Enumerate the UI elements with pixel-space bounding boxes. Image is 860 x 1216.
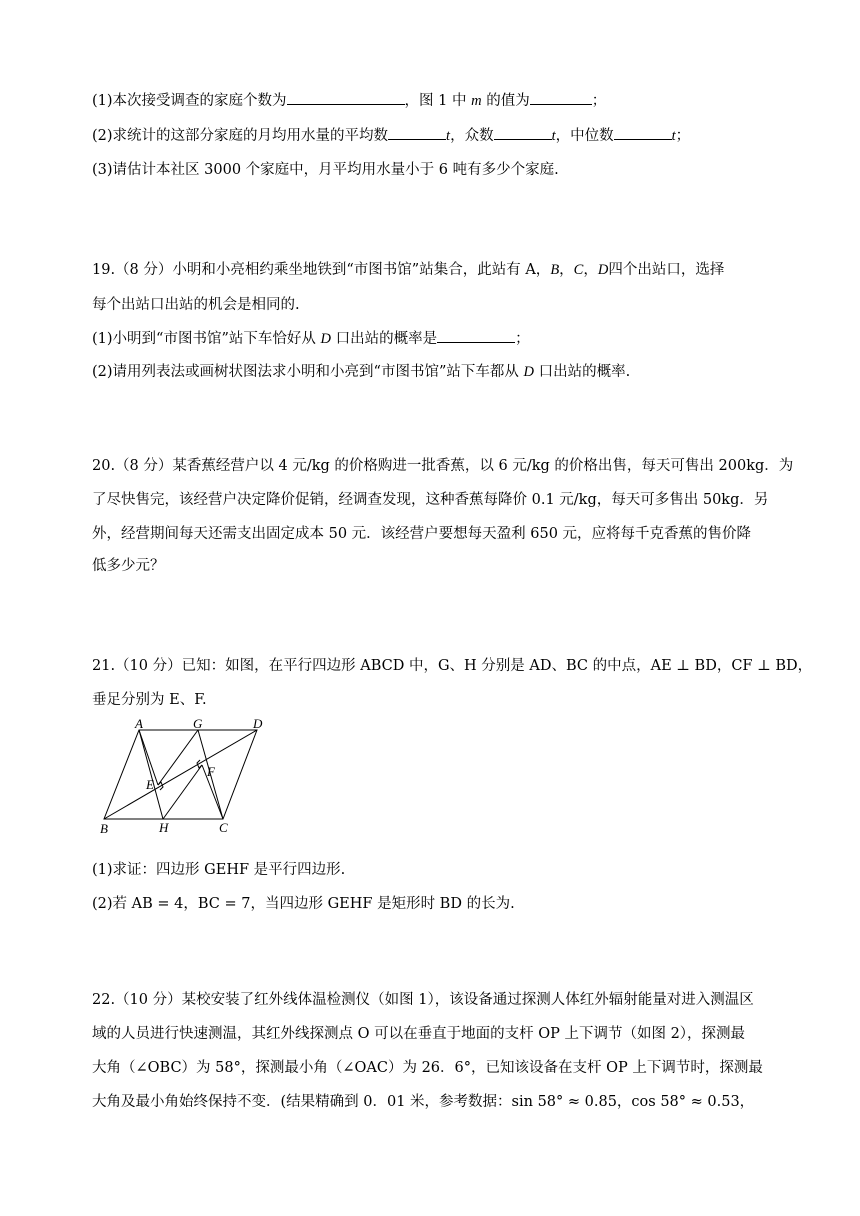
q19-text2: 四个出站口，选择 [608,262,725,278]
label-g: G [193,718,203,731]
q20-line3: 外，经营期间每天还需支出固定成本 50 元．该经营户要想每天盈利 650 元，应将每千克香蕉的售价降 [92,526,752,542]
q18-part1 [92,90,606,111]
q19-line2: 每个出站口出站的机会是相同的. [92,297,300,313]
label-h: H [159,820,169,835]
q18-p2-text4: ； [675,128,691,144]
q19-p1-text3: ； [515,331,530,347]
q19-p1-text: (1)小明到“市图书馆”站下车恰好从 [92,331,321,347]
unit: t [446,128,451,144]
q22-line3: 大角（∠OBC）为 58°，探测最小角（∠OAC）为 26．6°，已知该设备在支杆 OP 上下调节时，探测最 [92,1060,763,1076]
q19-p2-text: (2)请用列表法或画树状图法求小明和小亮到“市图书馆”站下车都从 [92,364,524,380]
answer-blank[interactable] [437,328,515,343]
q18-p1-text: (1)本次接受调查的家庭个数为 [92,93,287,109]
q18-p1-text2: ，图 1 中 [404,93,472,109]
label-a: A [135,718,143,731]
exit-label: D [597,262,609,278]
q19-line1: 19.（8 分）小明和小亮相约乘坐地铁到“市图书馆”站集合，此站有 A，B，C，D四个出站口，选择 [92,262,725,278]
q18-part2 [92,125,690,146]
unit: t [671,128,676,144]
q18-p2-text: (2)求统计的这部分家庭的月均用水量的平均数 [92,128,389,144]
answer-blank[interactable] [388,125,446,140]
q18-part3: (3)请估计本社区 3000 个家庭中，月平均用水量小于 6 吨有多少个家庭. [92,162,559,178]
parallelogram-figure [96,718,276,838]
q20-line1: 20.（8 分）某香蕉经营户以 4 元/kg 的价格购进一批香蕉，以 6 元/kg 的价格出售，每天可售出 200kg．为 [92,458,794,474]
answer-blank[interactable] [530,90,592,105]
q21-line2: 垂足分别为 E、F. [92,692,207,708]
q20-line4: 低多少元？ [92,558,165,574]
label-f: F [207,764,215,779]
answer-blank[interactable] [287,90,405,105]
q21-line1: 21.（10 分）已知：如图，在平行四边形 ABCD 中，G、H 分别是 AD、BC 的中点，AE ⊥ BD，CF ⊥ BD， [92,658,813,674]
segment-ha [139,730,163,819]
exit-label: D [523,364,534,380]
q22-line4: 大角及最小角始终保持不变．(结果精确到 0．01 米，参考数据：sin 58° ≈ 0.85，cos 58° ≈ 0.53， [92,1094,755,1110]
exit-label: B [550,262,560,278]
q21-part2: (2)若 AB = 4，BC = 7，当四边形 GEHF 是矩形时 BD 的长为. [92,896,515,912]
unit: t [551,128,556,144]
q22-line1: 22.（10 分）某校安装了红外线体温检测仪（如图 1），该设备通过探测人体红外辐射能量对进入测温区 [92,992,754,1008]
q19-text: 19.（8 分）小明和小亮相约乘坐地铁到“市图书馆”站集合，此站有 A， [92,262,551,278]
exit-label: C [573,262,584,278]
q19-p1-text2: 口出站的概率是 [330,331,438,347]
label-e: E [146,777,154,792]
q20-line2: 了尽快售完，该经营户决定降价促销，经调查发现，这种香蕉每降价 0.1 元/kg，每天可多售出 50kg．另 [92,492,769,508]
segment-ge [158,730,198,785]
label-b: B [100,821,108,836]
q18-p1-text3: 的值为 [481,93,530,109]
q18-p2-text3: ，中位数 [555,128,614,144]
exit-label: D [320,331,331,347]
label-d: D [253,718,263,731]
q18-p1-var: m [471,93,482,109]
q19-part1 [92,328,530,349]
diagonal-bd [104,730,257,819]
q19-p2-text2: 口出站的概率. [533,364,631,380]
q18-p1-text4: ； [591,93,607,109]
q21-part1: (1)求证：四边形 GEHF 是平行四边形. [92,862,346,878]
label-c: C [219,820,228,835]
q22-line2: 域的人员进行快速测温，其红外线探测点 O 可以在垂直于地面的支杆 OP 上下调节（如图 2），探测最 [92,1026,746,1042]
q19-part2 [92,362,630,382]
answer-blank[interactable] [494,125,552,140]
answer-blank[interactable] [614,125,672,140]
q18-p2-text2: ，众数 [450,128,494,144]
